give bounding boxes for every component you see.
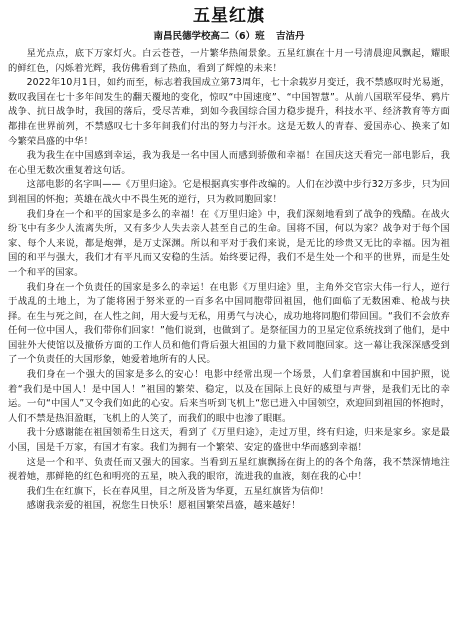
paragraph: 这是一个和平、负责任而又强大的国家。当看到五星红旗飘扬在街上的的各个角落，我不禁深情地注视着她，那鲜艳的红色和明亮的五星，映入我的眼帘，流进我的血液，刻在我的心中！ [8,456,450,483]
author-name: 吉洁丹 [275,31,305,42]
paragraph: 我们身在一个负责任的国家是多么的幸运！在电影《万里归途》里，主角外交官宗大伟一行人，逆行于战乱的土地上，为了能将困于努米亚的一百多名中国同胞带回祖国，他们面临了无数困难、枪战与抉择。在生与死之间，在人性之间，用大爱与无私，用勇气与决心，成功地将同胞们带回国。“我们不会放弃任何一位中国人，我们带你们回家！”他们说到，也做到了。是祭征国力的卫星定位系统找到了他们，是中国驻外大使馆以及撤侨方面的工作人员和他们背后强大祖国的力量下救同胞回家。这一幕让我深深感受到了一个负责任的大国形象，她爱着地所有的人民。 [8,281,450,366]
paragraph: 2022年10月1日，如约而至，标志着我国成立第73周年，七十余载岁月变迁，我不禁感叹时光易逝，数叹我国在七十多年间发生的翻天覆地的变化，惊叹“中国速度”、“中国智慧”。从前八国联军侵华、鸦片战争、抗日战争时，我国的落后，受尽苦难，到如今我国综合国力稳步提升，科技水平、经济教育等方面都排在世界前列，不禁感叹七十多年间我们付出的努力与汗水。这是无数人的青春、爱国赤心、换来了如今繁荣昌盛的中华！ [8,77,450,147]
paragraph: 我们身在一个和平的国家是多么的幸福！在《万里归途》中，我们深刻地看到了战争的残酷。在战火纷飞中有多少人流离失所，又有多少人失去亲人甚至自己的生命。国将不国，何以为家？战争对于每个国家、每个人来说，都是炮弹，是万丈深渊。所以和平对于我们来说，是无比的珍贵又无比的幸福。因为祖国的和平与强大，我们才有平凡而又安稳的生活。始终要记得，我们不是生处一个和平的世界，而是生处一个和平的国家。 [8,208,450,278]
paragraph: 这部电影的名字叫——《万里归途》。它是根据真实事件改编的。人们在沙漠中步行32万多步，只为回到祖国的怀抱；英雄在战火中不畏生死的逆行，只为救同胞回家！ [8,179,450,205]
paragraph: 我十分感谢能在祖国领希生日这天，看到了《万里归途》，走过万里，终有归途，归来是家乡。家是最小国，国是千万家，有国才有家。我们为拥有一个繁荣、安定的盛世中华而感到幸福！ [8,427,450,454]
byline [8,30,450,44]
paragraph: 感谢我亲爱的祖国，祝您生日快乐！愿祖国繁荣昌盛，越来越好！ [26,500,301,512]
paragraph: 我们身在一个强大的国家是多么的安心！电影中经常出现一个场景，人们拿着国旗和中国护照，说着“我们是中国人！是中国人！”祖国的繁荣、稳定，以及在国际上良好的威望与声誉，是我们无比的幸运。一句“中国人”又令我们如此的心安。后来当听到飞机上“您已进入中国领空，欢迎回到祖国的怀抱时，人们不禁是热泪盈眶，飞机上的人笑了，而我们的眼中也渗了眼眶。 [8,369,450,424]
paragraph: 星光点点，底下万家灯火。白云苍苍，一片繁华热闹景象。五星红旗在十月一号清晨迎风飘起，耀眼的鲜红色，闪烁着光辉，我仿佛看到了热血，看到了辉煌的未来！ [8,48,450,74]
article-title: 五星红旗 [193,6,265,26]
paragraph: 我为我生在中国感到幸运，我为我是一名中国人而感到骄傲和幸福！在国庆这天看完一部电影后，我在心里无数次重复着这句话。 [8,150,450,176]
school-class: 南昌民德学校高二（6）班 [153,31,265,42]
article-body [8,47,450,514]
paragraph: 我们生在红旗下，长在春风里，目之所及皆为华夏，五星红旗皆为信仰！ [26,485,329,497]
